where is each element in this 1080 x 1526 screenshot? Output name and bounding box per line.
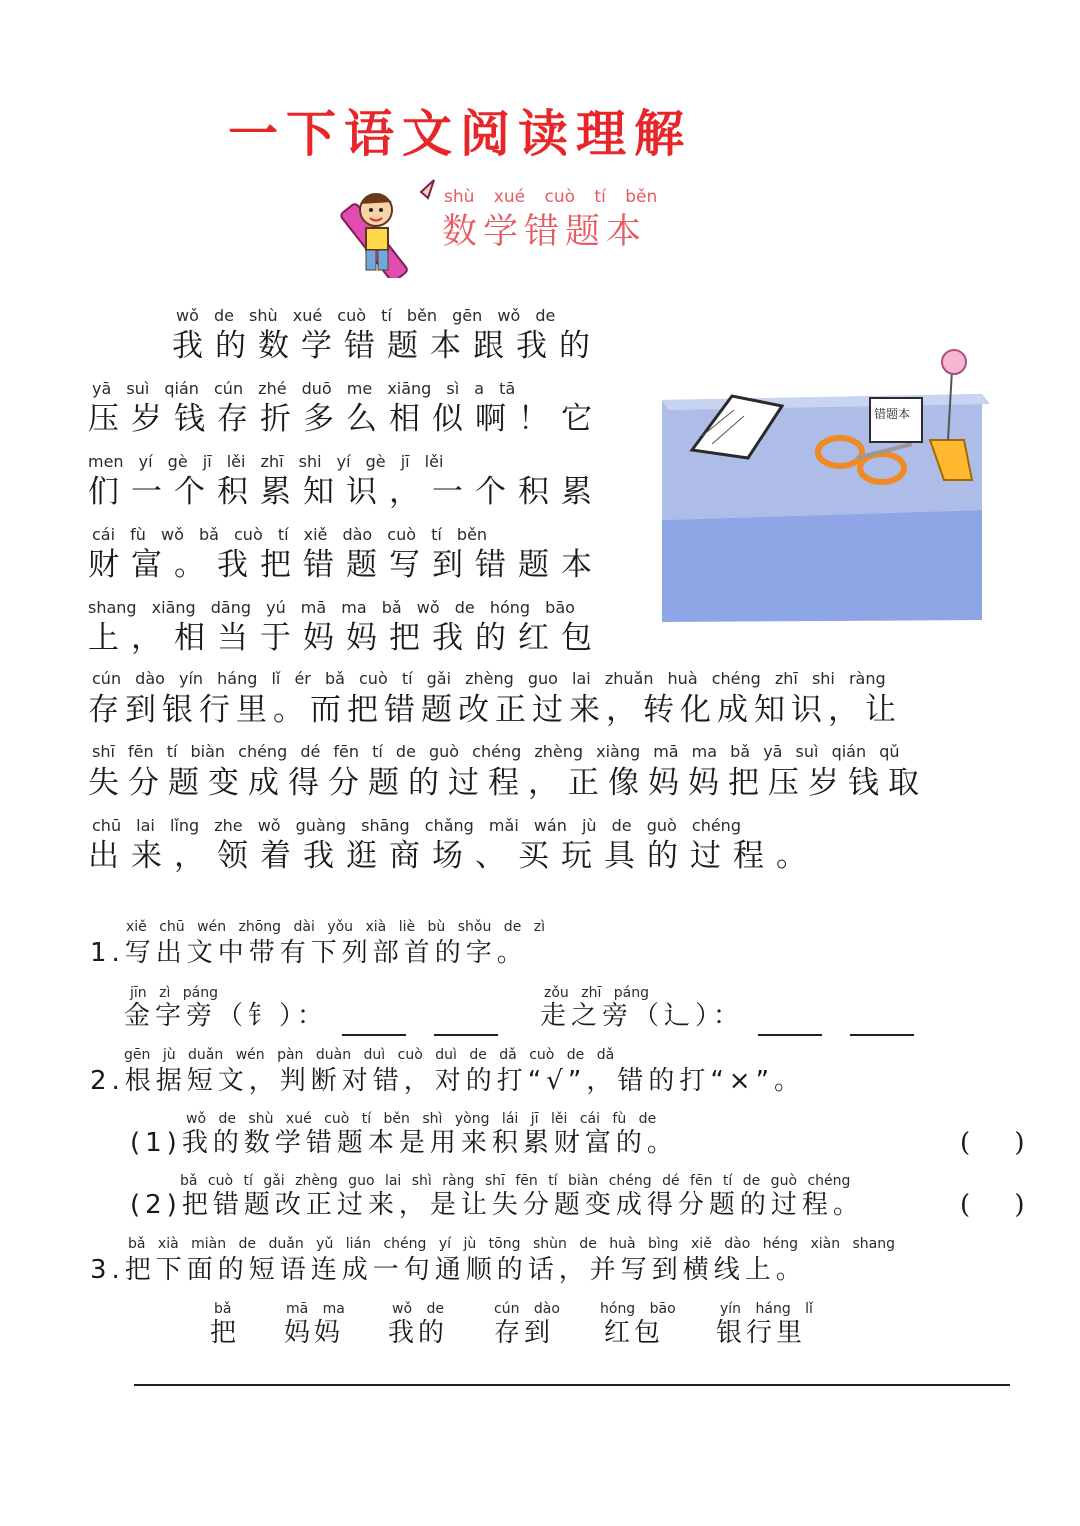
passage-line-3: 们一个积累知识，一个积累 xyxy=(88,474,604,510)
passage-line-8: 出来，领着我逛商场、买玩具的过程。 xyxy=(88,838,819,874)
passage-line-6: 存到银行里。而把错题改正过来，转化成知识，让 xyxy=(88,692,902,728)
q1-b-pinyin: zǒu zhī páng xyxy=(544,985,650,1001)
subtitle: 数学错题本 xyxy=(442,212,648,252)
passage-pinyin-5: shang xiāng dāng yú mā ma bǎ wǒ de hóng bāo xyxy=(88,598,575,617)
phrase-pinyin: yín háng lǐ xyxy=(720,1301,813,1317)
answer-blank[interactable] xyxy=(434,1012,498,1036)
q3-pinyin: bǎ xià miàn de duǎn yǔ lián chéng yí jù tōng shùn de huà bìng xiě dào héng xiàn shang xyxy=(128,1236,896,1252)
q1-pinyin: xiě chū wén zhōng dài yǒu xià liè bù shǒu de zì xyxy=(126,919,545,935)
phrase-pinyin: hóng bāo xyxy=(600,1301,676,1317)
passage-line-7: 失分题变成得分题的过程，正像妈妈把压岁钱取 xyxy=(88,765,928,801)
page-title: 一下语文阅读理解 xyxy=(228,104,692,163)
phrase-word: 妈妈 xyxy=(284,1318,345,1348)
pig-icon xyxy=(942,350,966,374)
answer-paren-1[interactable]: ( ) xyxy=(960,1128,1043,1158)
pencil-boy-icon xyxy=(336,178,440,278)
q1-a-row xyxy=(124,996,512,1036)
subtitle-pinyin: shù xué cuò tí běn xyxy=(444,187,658,207)
q2-statement-2: (2)把错题改正过来，是让失分题变成得分题的过程。 xyxy=(130,1190,864,1220)
passage-pinyin-6: cún dào yín háng lǐ ér bǎ cuò tí gǎi zhèng guo lai zhuǎn huà chéng zhī shi ràng xyxy=(92,669,886,688)
q1-b-row xyxy=(540,996,928,1036)
q1-a-label: 金字旁（钅）： xyxy=(124,1001,329,1031)
passage-pinyin-1: wǒ de shù xué cuò tí běn gēn wǒ de xyxy=(176,306,556,325)
passage-line-2: 压岁钱存折多么相似啊！它 xyxy=(88,401,604,437)
answer-line[interactable] xyxy=(134,1384,1010,1386)
q1-a-pinyin: jīn zì páng xyxy=(130,985,219,1001)
passage-pinyin-8: chū lai lǐng zhe wǒ guàng shāng chǎng mǎi wán jù de guò chéng xyxy=(92,816,741,835)
answer-blank[interactable] xyxy=(758,1012,822,1036)
phrase-word: 银行里 xyxy=(716,1318,807,1348)
q3-text: 3.把下面的短语连成一句通顺的话，并写到横线上。 xyxy=(90,1255,807,1285)
passage-pinyin-7: shī fēn tí biàn chéng dé fēn tí de guò chéng zhèng xiàng mā ma bǎ yā suì qián qǔ xyxy=(92,742,900,761)
answer-blank[interactable] xyxy=(850,1012,914,1036)
phrase-word: 把 xyxy=(210,1318,241,1348)
q1-b-label: 走之旁（辶）： xyxy=(540,1001,745,1031)
desk-illustration xyxy=(652,340,992,624)
passage-pinyin-2: yā suì qián cún zhé duō me xiāng sì a tā xyxy=(92,379,516,398)
answer-paren-2[interactable]: ( ) xyxy=(960,1190,1043,1220)
phrase-word: 红包 xyxy=(604,1318,665,1348)
passage-line-1: 我的数学错题本跟我的 xyxy=(172,328,602,364)
passage-line-5: 上，相当于妈妈把我的红包 xyxy=(88,620,604,656)
phrase-pinyin: cún dào xyxy=(494,1301,560,1317)
q2-s1-pinyin: wǒ de shù xué cuò tí běn shì yòng lái jī lěi cái fù de xyxy=(186,1111,657,1127)
q2-pinyin: gēn jù duǎn wén pàn duàn duì cuò duì de dǎ cuò de dǎ xyxy=(124,1047,615,1063)
phrase-pinyin: wǒ de xyxy=(392,1301,444,1317)
passage-pinyin-3: men yí gè jī lěi zhī shi yí gè jī lěi xyxy=(88,452,444,471)
passage-pinyin-4: cái fù wǒ bǎ cuò tí xiě dào cuò tí běn xyxy=(92,525,488,544)
passage-line-4: 财富。我把错题写到错题本 xyxy=(88,547,604,583)
q1-text: 1.写出文中带有下列部首的字。 xyxy=(90,938,528,968)
phrase-pinyin: mā ma xyxy=(286,1301,345,1317)
q2-s2-pinyin: bǎ cuò tí gǎi zhèng guo lai shì ràng shī fēn tí biàn chéng dé fēn tí de guò chéng xyxy=(180,1173,851,1189)
q2-text: 2.根据短文，判断对错，对的打“√”，错的打“×”。 xyxy=(90,1066,806,1096)
phrase-word: 存到 xyxy=(494,1318,555,1348)
q2-statement-1: (1)我的数学错题本是用来积累财富的。 xyxy=(130,1128,678,1158)
note-card-label: 错题本 xyxy=(874,407,911,421)
phrase-pinyin: bǎ xyxy=(214,1301,232,1317)
phrase-word: 我的 xyxy=(388,1318,449,1348)
answer-blank[interactable] xyxy=(342,1012,406,1036)
